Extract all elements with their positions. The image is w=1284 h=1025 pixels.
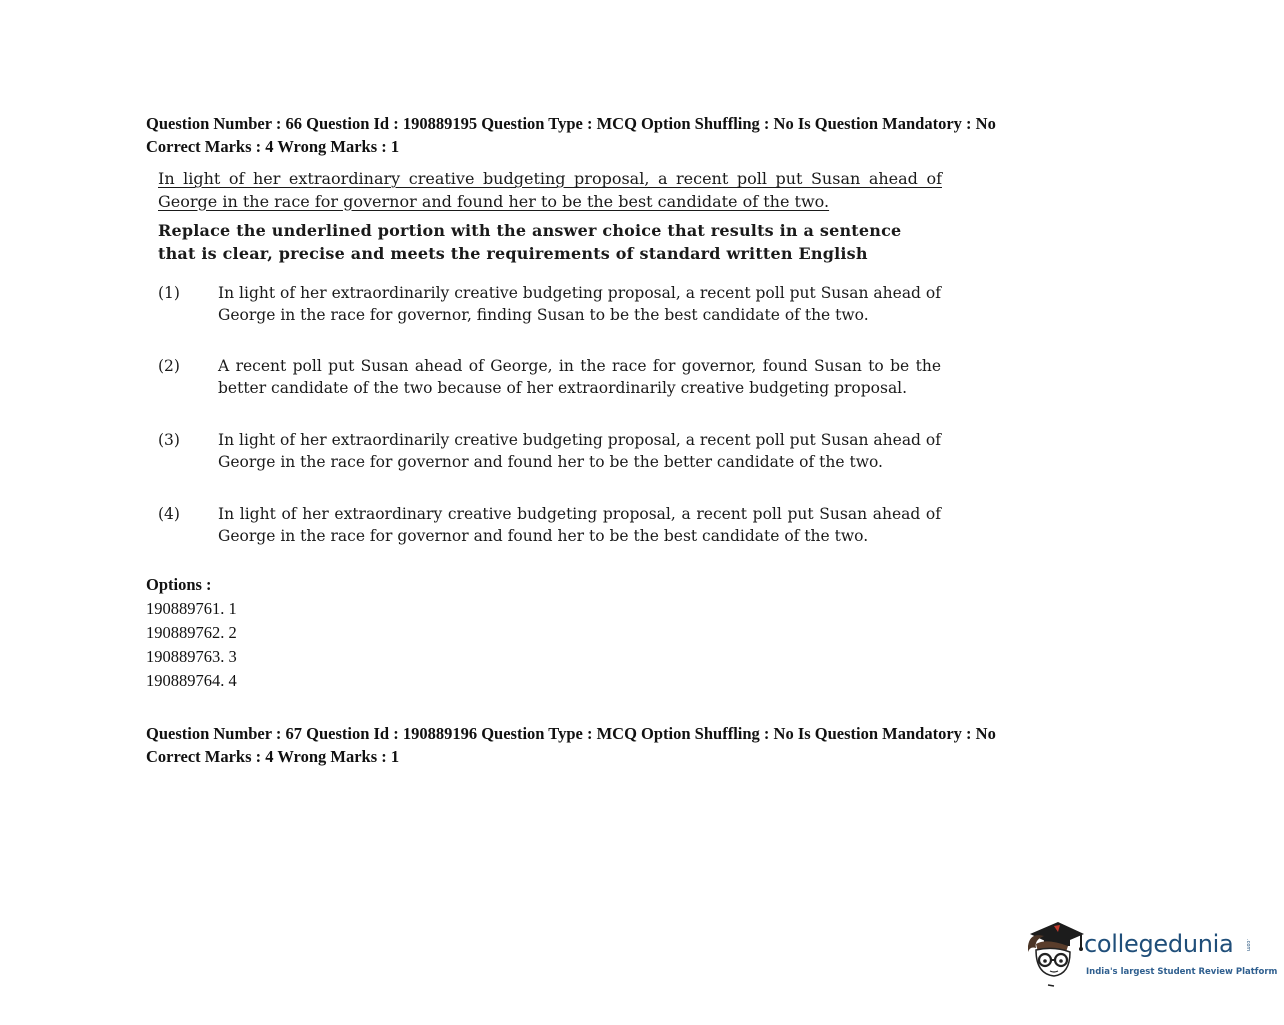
choice-number: (3)	[158, 431, 180, 449]
choice-text: In light of her extraordinarily creative budgeting proposal, a recent poll put Susan ahead of George in the race for governor, finding Susan to be the best candidate of the two.	[218, 284, 941, 325]
brand-tagline: India's largest Student Review Platform	[1086, 967, 1278, 977]
option-id-4: 190889764. 4	[146, 671, 237, 690]
collegedunia-logo	[1024, 916, 1278, 996]
choice-number: (1)	[158, 284, 180, 302]
brand-name: collegedunia	[1084, 930, 1234, 958]
choice-number: (4)	[158, 505, 180, 523]
question-66-meta-line2: Correct Marks : 4 Wrong Marks : 1	[146, 137, 400, 156]
options-label: Options :	[146, 575, 212, 594]
brand-suffix: .com	[1245, 939, 1251, 952]
question-stem: In light of her extraordinary creative budgeting proposal, a recent poll put Susan ahead of George in the race for governor and found her to be the best candidate of the two.	[158, 169, 942, 211]
choice-text: In light of her extraordinarily creative budgeting proposal, a recent poll put Susan ahead of George in the race for governor and found her to be the better candidate of the two.	[218, 431, 941, 472]
question-67-meta-line1: Question Number : 67 Question Id : 190889196 Question Type : MCQ Option Shuffling : No Is Question Mandatory : No	[146, 724, 996, 743]
question-instruction: Replace the underlined portion with the answer choice that results in a sentence that is clear, precise and meets the requirements of standard written English	[158, 221, 902, 263]
question-67-meta-line2: Correct Marks : 4 Wrong Marks : 1	[146, 747, 400, 766]
choice-number: (2)	[158, 357, 180, 375]
option-id-3: 190889763. 3	[146, 647, 237, 666]
question-67-header	[146, 722, 996, 768]
student-mascot-icon	[1024, 916, 1084, 988]
choice-text: In light of her extraordinary creative budgeting proposal, a recent poll put Susan ahead of George in the race for governor and found her to be the best candidate of the two.	[218, 505, 941, 546]
option-id-2: 190889762. 2	[146, 623, 237, 642]
question-66-meta-line1: Question Number : 66 Question Id : 190889195 Question Type : MCQ Option Shuffling : No Is Question Mandatory : No	[146, 114, 996, 133]
question-66-header	[146, 112, 996, 158]
option-id-1: 190889761. 1	[146, 599, 237, 618]
choice-text: A recent poll put Susan ahead of George, in the race for governor, found Susan to be the better candidate of the two because of her extraordinarily creative budgeting proposal.	[218, 357, 941, 398]
